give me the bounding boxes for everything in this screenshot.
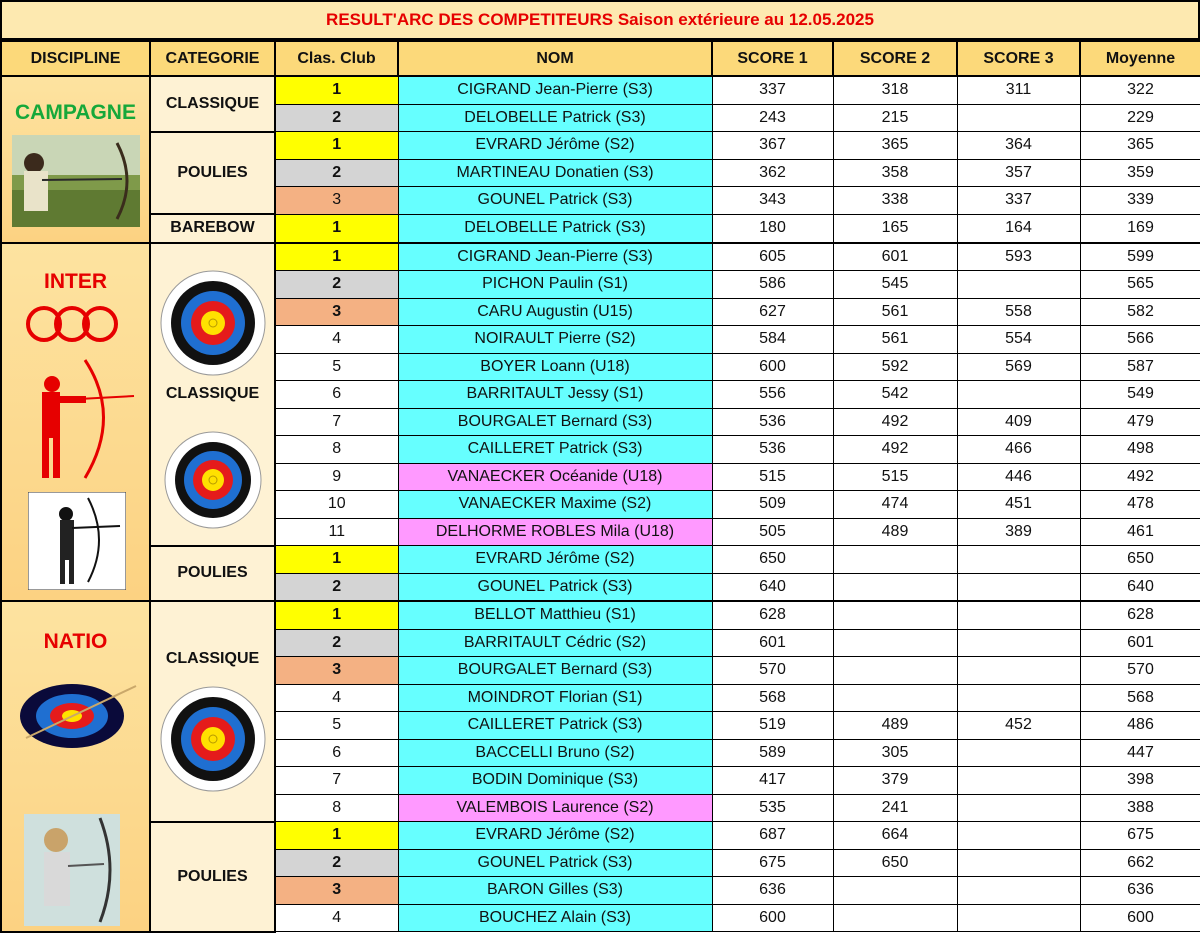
score2-cell: 165 <box>833 214 957 243</box>
average-cell: 492 <box>1080 463 1200 491</box>
score2-cell: 305 <box>833 739 957 767</box>
score3-cell: 558 <box>957 298 1080 326</box>
score2-cell <box>833 657 957 685</box>
score2-cell <box>833 904 957 932</box>
rank-cell: 3 <box>275 877 398 905</box>
score1-cell: 362 <box>712 159 833 187</box>
average-cell: 675 <box>1080 822 1200 850</box>
average-cell: 628 <box>1080 601 1200 629</box>
rank-cell: 3 <box>275 187 398 215</box>
score2-cell: 650 <box>833 849 957 877</box>
score1-cell: 586 <box>712 271 833 299</box>
score2-cell: 664 <box>833 822 957 850</box>
rank-cell: 2 <box>275 159 398 187</box>
rank-cell: 5 <box>275 353 398 381</box>
score3-cell: 357 <box>957 159 1080 187</box>
category-poulies: POULIES <box>150 822 275 932</box>
discipline-inter <box>1 243 150 602</box>
rank-cell: 2 <box>275 104 398 132</box>
rank-cell: 7 <box>275 767 398 795</box>
score2-cell: 545 <box>833 271 957 299</box>
average-cell: 662 <box>1080 849 1200 877</box>
score3-cell <box>957 794 1080 822</box>
rank-cell: 4 <box>275 904 398 932</box>
average-cell: 339 <box>1080 187 1200 215</box>
score3-cell: 389 <box>957 518 1080 546</box>
score2-cell <box>833 546 957 574</box>
archery-target-icon <box>163 430 263 530</box>
score1-cell: 505 <box>712 518 833 546</box>
score1-cell: 600 <box>712 353 833 381</box>
score2-cell: 379 <box>833 767 957 795</box>
score3-cell <box>957 629 1080 657</box>
average-cell: 566 <box>1080 326 1200 354</box>
name-cell: DELOBELLE Patrick (S3) <box>398 104 712 132</box>
name-cell: VANAECKER Océanide (U18) <box>398 463 712 491</box>
score1-cell: 337 <box>712 76 833 104</box>
average-cell: 229 <box>1080 104 1200 132</box>
archer-photo-icon <box>12 135 140 227</box>
score1-cell: 515 <box>712 463 833 491</box>
score3-cell: 446 <box>957 463 1080 491</box>
score3-cell <box>957 822 1080 850</box>
name-cell: VALEMBOIS Laurence (S2) <box>398 794 712 822</box>
table-row <box>1 214 1200 243</box>
score1-cell: 627 <box>712 298 833 326</box>
rank-cell: 5 <box>275 712 398 740</box>
score3-cell <box>957 877 1080 905</box>
score3-cell: 452 <box>957 712 1080 740</box>
name-cell: CAILLERET Patrick (S3) <box>398 712 712 740</box>
rank-cell: 4 <box>275 326 398 354</box>
score2-cell: 601 <box>833 243 957 271</box>
score1-cell: 519 <box>712 712 833 740</box>
score1-cell: 536 <box>712 436 833 464</box>
score1-cell: 600 <box>712 904 833 932</box>
average-cell: 461 <box>1080 518 1200 546</box>
average-cell: 568 <box>1080 684 1200 712</box>
average-cell: 359 <box>1080 159 1200 187</box>
average-cell: 599 <box>1080 243 1200 271</box>
score2-cell: 241 <box>833 794 957 822</box>
score1-cell: 628 <box>712 601 833 629</box>
score1-cell: 180 <box>712 214 833 243</box>
score3-cell: 337 <box>957 187 1080 215</box>
rank-cell: 9 <box>275 463 398 491</box>
table-row <box>1 132 1200 160</box>
score1-cell: 417 <box>712 767 833 795</box>
name-cell: BARON Gilles (S3) <box>398 877 712 905</box>
col-header-clas-club: Clas. Club <box>275 41 398 76</box>
score3-cell: 593 <box>957 243 1080 271</box>
name-cell: MARTINEAU Donatien (S3) <box>398 159 712 187</box>
rank-cell: 2 <box>275 271 398 299</box>
score2-cell: 492 <box>833 436 957 464</box>
score3-cell: 569 <box>957 353 1080 381</box>
name-cell: CIGRAND Jean-Pierre (S3) <box>398 243 712 271</box>
average-cell: 398 <box>1080 767 1200 795</box>
col-header-moyenne: Moyenne <box>1080 41 1200 76</box>
score3-cell <box>957 657 1080 685</box>
name-cell: BOURGALET Bernard (S3) <box>398 657 712 685</box>
score3-cell <box>957 601 1080 629</box>
name-cell: EVRARD Jérôme (S2) <box>398 546 712 574</box>
name-cell: GOUNEL Patrick (S3) <box>398 849 712 877</box>
score3-cell <box>957 104 1080 132</box>
average-cell: 600 <box>1080 904 1200 932</box>
score3-cell <box>957 767 1080 795</box>
name-cell: BOURGALET Bernard (S3) <box>398 408 712 436</box>
average-cell: 447 <box>1080 739 1200 767</box>
average-cell: 479 <box>1080 408 1200 436</box>
score3-cell <box>957 849 1080 877</box>
score1-cell: 605 <box>712 243 833 271</box>
name-cell: NOIRAULT Pierre (S2) <box>398 326 712 354</box>
name-cell: BOUCHEZ Alain (S3) <box>398 904 712 932</box>
col-header-nom: NOM <box>398 41 712 76</box>
average-cell: 498 <box>1080 436 1200 464</box>
score1-cell: 536 <box>712 408 833 436</box>
average-cell: 486 <box>1080 712 1200 740</box>
category-classique <box>150 601 275 822</box>
target-arrow-icon <box>16 676 140 752</box>
score2-cell: 358 <box>833 159 957 187</box>
name-cell: EVRARD Jérôme (S2) <box>398 132 712 160</box>
average-cell: 582 <box>1080 298 1200 326</box>
rank-cell: 1 <box>275 601 398 629</box>
average-cell: 388 <box>1080 794 1200 822</box>
category-poulies: POULIES <box>150 546 275 602</box>
name-cell: CARU Augustin (U15) <box>398 298 712 326</box>
score1-cell: 636 <box>712 877 833 905</box>
col-header-score1: SCORE 1 <box>712 41 833 76</box>
score1-cell: 640 <box>712 573 833 601</box>
rank-cell: 3 <box>275 298 398 326</box>
score2-cell <box>833 573 957 601</box>
archer-silhouette-icon <box>30 356 140 484</box>
score2-cell <box>833 629 957 657</box>
discipline-label: NATIO <box>43 630 108 653</box>
score3-cell: 554 <box>957 326 1080 354</box>
table-row <box>1 546 1200 574</box>
average-cell: 650 <box>1080 546 1200 574</box>
average-cell: 169 <box>1080 214 1200 243</box>
score2-cell: 489 <box>833 712 957 740</box>
rank-cell: 4 <box>275 684 398 712</box>
score1-cell: 509 <box>712 491 833 519</box>
name-cell: CIGRAND Jean-Pierre (S3) <box>398 76 712 104</box>
rank-cell: 1 <box>275 132 398 160</box>
average-cell: 549 <box>1080 381 1200 409</box>
category-classique: CLASSIQUE <box>150 76 275 132</box>
archery-target-icon <box>158 268 268 378</box>
rank-cell: 8 <box>275 794 398 822</box>
score1-cell: 601 <box>712 629 833 657</box>
score3-cell: 451 <box>957 491 1080 519</box>
results-table <box>0 40 1200 933</box>
score1-cell: 343 <box>712 187 833 215</box>
rank-cell: 11 <box>275 518 398 546</box>
table-row <box>1 822 1200 850</box>
score2-cell: 489 <box>833 518 957 546</box>
rank-cell: 10 <box>275 491 398 519</box>
rank-cell: 2 <box>275 849 398 877</box>
score3-cell: 364 <box>957 132 1080 160</box>
name-cell: PICHON Paulin (S1) <box>398 271 712 299</box>
table-row <box>1 601 1200 629</box>
score3-cell <box>957 381 1080 409</box>
archery-target-icon <box>158 684 268 794</box>
score3-cell: 164 <box>957 214 1080 243</box>
name-cell: BODIN Dominique (S3) <box>398 767 712 795</box>
average-cell: 640 <box>1080 573 1200 601</box>
name-cell: VANAECKER Maxime (S2) <box>398 491 712 519</box>
rank-cell: 6 <box>275 739 398 767</box>
score3-cell: 466 <box>957 436 1080 464</box>
average-cell: 478 <box>1080 491 1200 519</box>
name-cell: BARRITAULT Cédric (S2) <box>398 629 712 657</box>
average-cell: 636 <box>1080 877 1200 905</box>
score2-cell: 561 <box>833 326 957 354</box>
discipline-campagne <box>1 76 150 243</box>
name-cell: DELHORME ROBLES Mila (U18) <box>398 518 712 546</box>
name-cell: EVRARD Jérôme (S2) <box>398 822 712 850</box>
name-cell: GOUNEL Patrick (S3) <box>398 187 712 215</box>
average-cell: 601 <box>1080 629 1200 657</box>
name-cell: BARRITAULT Jessy (S1) <box>398 381 712 409</box>
name-cell: DELOBELLE Patrick (S3) <box>398 214 712 243</box>
col-header-score2: SCORE 2 <box>833 41 957 76</box>
score2-cell <box>833 684 957 712</box>
rank-cell: 2 <box>275 573 398 601</box>
table-row <box>1 76 1200 104</box>
score1-cell: 568 <box>712 684 833 712</box>
score3-cell <box>957 546 1080 574</box>
name-cell: BOYER Loann (U18) <box>398 353 712 381</box>
score2-cell: 592 <box>833 353 957 381</box>
score3-cell <box>957 739 1080 767</box>
score2-cell: 338 <box>833 187 957 215</box>
score1-cell: 589 <box>712 739 833 767</box>
rank-cell: 1 <box>275 76 398 104</box>
score1-cell: 243 <box>712 104 833 132</box>
score2-cell: 365 <box>833 132 957 160</box>
score2-cell: 215 <box>833 104 957 132</box>
category-classique <box>150 243 275 546</box>
score2-cell: 318 <box>833 76 957 104</box>
rank-cell: 1 <box>275 214 398 243</box>
discipline-label: CAMPAGNE <box>15 101 136 124</box>
score3-cell <box>957 684 1080 712</box>
average-cell: 565 <box>1080 271 1200 299</box>
rank-cell: 1 <box>275 822 398 850</box>
score3-cell: 409 <box>957 408 1080 436</box>
rank-cell: 3 <box>275 657 398 685</box>
olympic-rings-icon <box>24 302 120 346</box>
col-header-discipline: DISCIPLINE <box>1 41 150 76</box>
category-label: CLASSIQUE <box>165 650 260 667</box>
name-cell: CAILLERET Patrick (S3) <box>398 436 712 464</box>
score1-cell: 650 <box>712 546 833 574</box>
name-cell: BELLOT Matthieu (S1) <box>398 601 712 629</box>
average-cell: 365 <box>1080 132 1200 160</box>
score1-cell: 556 <box>712 381 833 409</box>
name-cell: BACCELLI Bruno (S2) <box>398 739 712 767</box>
score2-cell: 474 <box>833 491 957 519</box>
discipline-label: INTER <box>44 269 107 293</box>
discipline-natio <box>1 601 150 932</box>
score2-cell <box>833 601 957 629</box>
header-row <box>1 41 1200 76</box>
average-cell: 322 <box>1080 76 1200 104</box>
category-barebow: BAREBOW <box>150 214 275 243</box>
name-cell: GOUNEL Patrick (S3) <box>398 573 712 601</box>
score1-cell: 584 <box>712 326 833 354</box>
score3-cell <box>957 271 1080 299</box>
score1-cell: 367 <box>712 132 833 160</box>
col-header-categorie: CATEGORIE <box>150 41 275 76</box>
archer-photo-icon <box>24 814 120 926</box>
table-row <box>1 243 1200 271</box>
average-cell: 587 <box>1080 353 1200 381</box>
score2-cell: 492 <box>833 408 957 436</box>
category-label: CLASSIQUE <box>165 385 260 402</box>
archer-photo-icon <box>28 492 126 590</box>
rank-cell: 1 <box>275 546 398 574</box>
average-cell: 570 <box>1080 657 1200 685</box>
score2-cell: 515 <box>833 463 957 491</box>
rank-cell: 7 <box>275 408 398 436</box>
rank-cell: 1 <box>275 243 398 271</box>
score2-cell: 542 <box>833 381 957 409</box>
score1-cell: 535 <box>712 794 833 822</box>
score1-cell: 687 <box>712 822 833 850</box>
score3-cell: 311 <box>957 76 1080 104</box>
rank-cell: 2 <box>275 629 398 657</box>
rank-cell: 6 <box>275 381 398 409</box>
score2-cell <box>833 877 957 905</box>
score1-cell: 570 <box>712 657 833 685</box>
page-title: RESULT'ARC DES COMPETITEURS Saison extérieure au 12.05.2025 <box>0 0 1200 40</box>
rank-cell: 8 <box>275 436 398 464</box>
score3-cell <box>957 573 1080 601</box>
score2-cell: 561 <box>833 298 957 326</box>
category-poulies: POULIES <box>150 132 275 215</box>
score1-cell: 675 <box>712 849 833 877</box>
name-cell: MOINDROT Florian (S1) <box>398 684 712 712</box>
col-header-score3: SCORE 3 <box>957 41 1080 76</box>
score3-cell <box>957 904 1080 932</box>
